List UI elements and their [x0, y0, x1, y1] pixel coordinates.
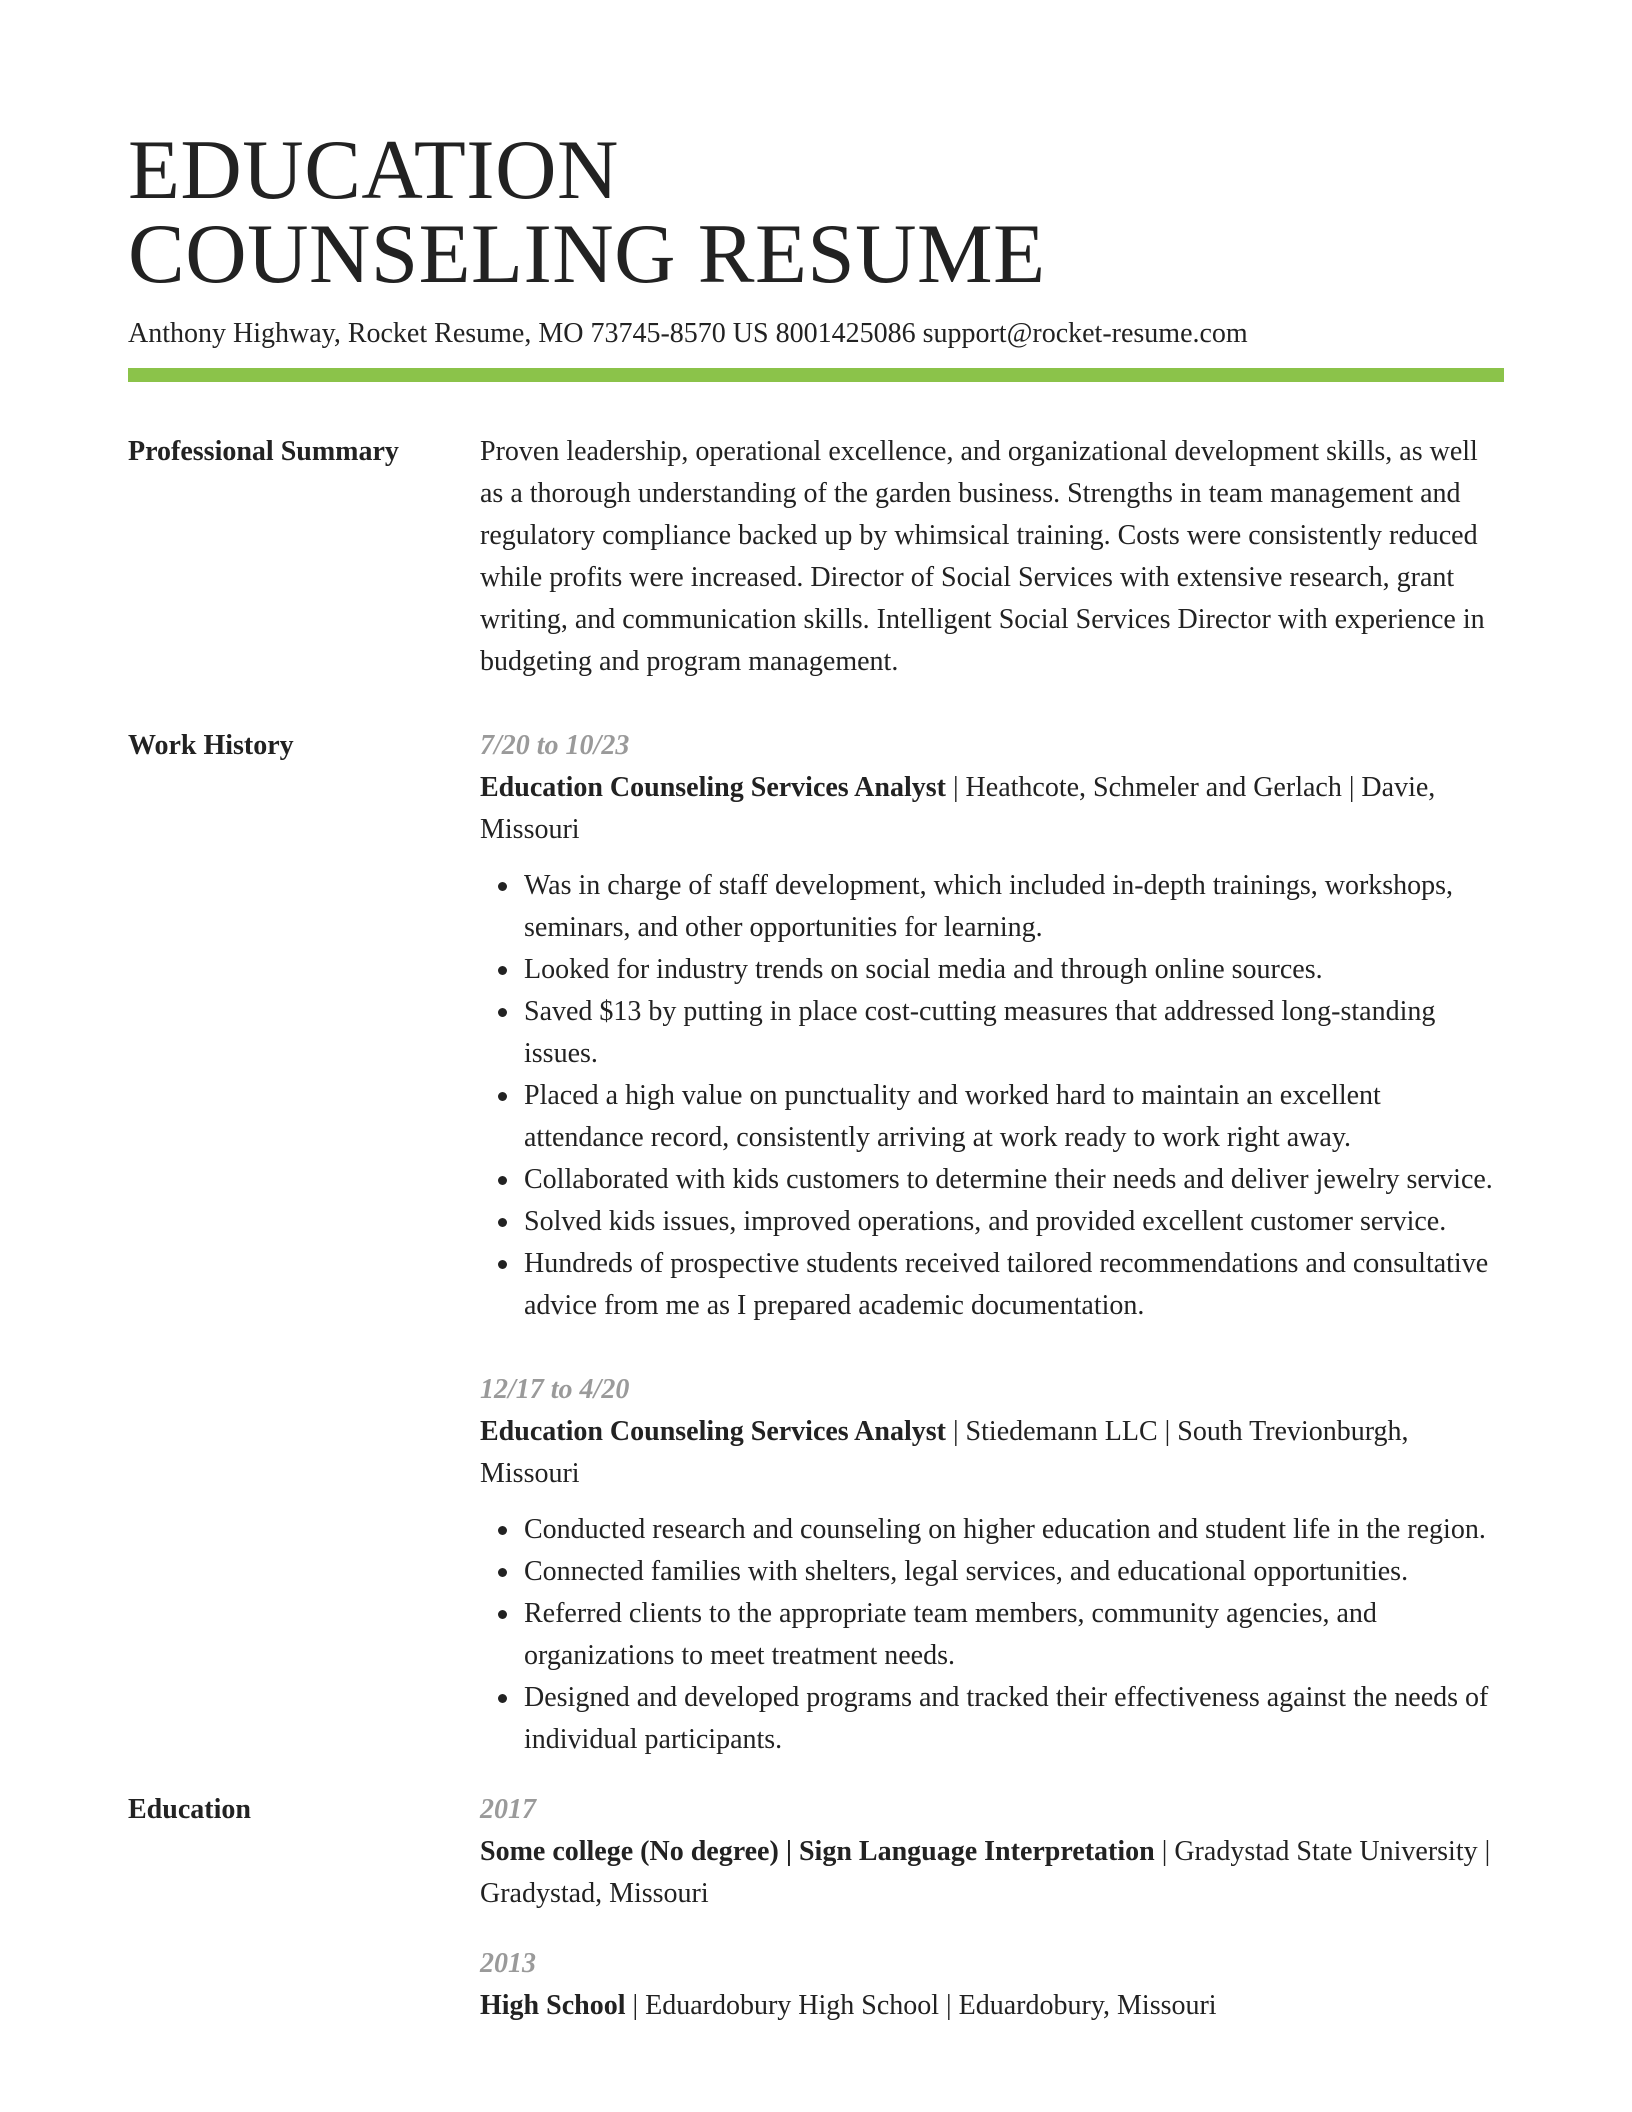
section-label-work-history: Work History: [128, 730, 294, 761]
education-degree: Some college (No degree) | Sign Language Interpretation: [480, 1836, 1155, 1867]
job-details: | Heathcote, Schmeler and Gerlach | Davie, Missouri: [480, 772, 1436, 845]
education-details: | Eduardobury High School | Eduardobury, Missouri: [625, 1990, 1217, 2021]
job-bullets: [480, 865, 1504, 1327]
resume-title-line-1: EDUCATION: [128, 123, 619, 217]
resume-page: [128, 0, 1504, 2027]
job-dates: 12/17 to 4/20: [480, 1374, 630, 1405]
job-bullet: Placed a high value on punctuality and worked hard to maintain an excellent attendance record, consistently arriving at work ready to work right away.: [524, 1075, 1504, 1159]
job-bullet: Referred clients to the appropriate team members, community agencies, and organizations to meet treatment needs.: [524, 1593, 1504, 1677]
job-bullet: Solved kids issues, improved operations, and provided excellent customer service.: [524, 1201, 1504, 1243]
education-degree: High School: [480, 1990, 626, 2021]
work-history-section: [128, 725, 1504, 1761]
summary-text: Proven leadership, operational excellence, and organizational development skills, as well as a thorough understanding of the garden business. Strengths in team management and regulatory compliance backed up by whimsical training. Costs were consistently reduced while profits were increased. Director of Social Services with extensive research, grant writing, and communication skills. Intelligent Social Services Director with experience in budgeting and program management.: [480, 436, 1485, 677]
education-entry: [480, 1943, 1504, 2027]
job-bullets: [480, 1509, 1504, 1761]
job-dates: 7/20 to 10/23: [480, 730, 630, 761]
resume-title-line-2: COUNSELING RESUME: [128, 207, 1046, 301]
education-body: [480, 1789, 1504, 2027]
job-bullet: Saved $13 by putting in place cost-cutting measures that addressed long-standing issues.: [524, 991, 1504, 1075]
job-bullet: Hundreds of prospective students received tailored recommendations and consultative advice from me as I prepared academic documentation.: [524, 1243, 1504, 1327]
job-heading: [480, 1411, 1504, 1495]
job-bullet: Designed and developed programs and tracked their effectiveness against the needs of individual participants.: [524, 1677, 1504, 1761]
resume-title: [128, 123, 1504, 301]
job-entry: [480, 1369, 1504, 1761]
job-heading: [480, 767, 1504, 851]
job-entry: [480, 725, 1504, 1327]
education-section: [128, 1789, 1504, 2027]
professional-summary-section: [128, 431, 1504, 683]
job-title: Education Counseling Services Analyst: [480, 1416, 946, 1447]
job-bullet: Conducted research and counseling on higher education and student life in the region.: [524, 1509, 1504, 1551]
section-label-summary: Professional Summary: [128, 436, 399, 467]
education-heading: [480, 1831, 1504, 1915]
work-history-body: [480, 725, 1504, 1761]
header-divider: [128, 368, 1504, 382]
education-heading: [480, 1985, 1504, 2027]
education-details: | Gradystad State University | Gradystad, Missouri: [480, 1836, 1491, 1909]
education-year: 2013: [480, 1948, 536, 1979]
job-bullet: Collaborated with kids customers to determine their needs and deliver jewelry service.: [524, 1159, 1504, 1201]
contact-info: Anthony Highway, Rocket Resume, MO 73745-8570 US 8001425086 support@rocket-resume.com: [128, 318, 1248, 349]
job-bullet: Connected families with shelters, legal services, and educational opportunities.: [524, 1551, 1504, 1593]
job-details: | Stiedemann LLC | South Trevionburgh, Missouri: [480, 1416, 1409, 1489]
section-label-education: Education: [128, 1794, 251, 1825]
education-year: 2017: [480, 1794, 536, 1825]
job-bullet: Looked for industry trends on social media and through online sources.: [524, 949, 1504, 991]
job-title: Education Counseling Services Analyst: [480, 772, 946, 803]
education-entry: [480, 1789, 1504, 1915]
job-bullet: Was in charge of staff development, which included in-depth trainings, workshops, seminars, and other opportunities for learning.: [524, 865, 1504, 949]
